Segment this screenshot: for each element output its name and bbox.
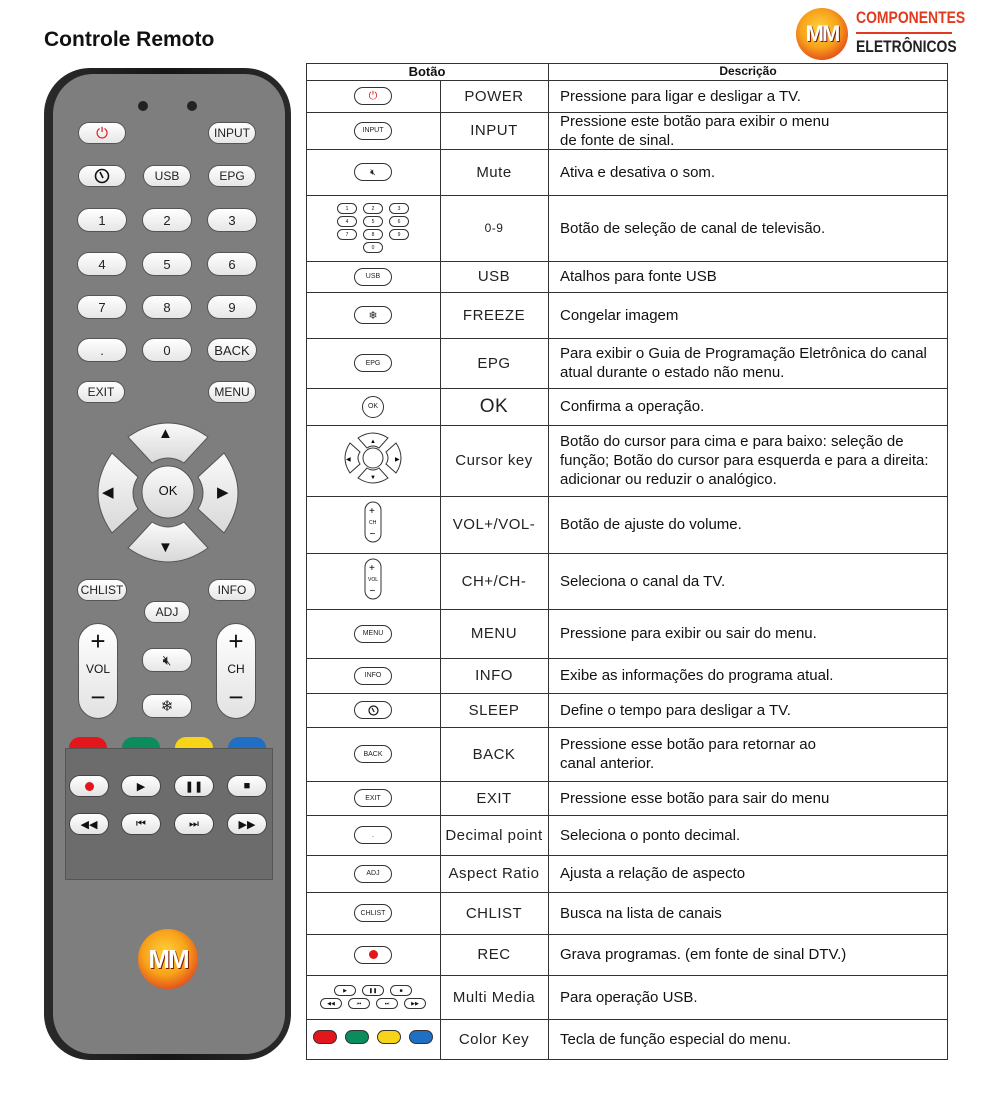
table-row-icon-cell [306, 693, 440, 727]
table-row-icon-cell [306, 553, 440, 609]
table-row-description: Atalhos para fonte USB [560, 268, 717, 285]
table-row-description: Define o tempo para desligar a TV. [560, 701, 791, 719]
remote-logo: MM [138, 929, 198, 989]
table-row-description: Congelar imagem [560, 306, 679, 324]
table-row-name: INFO [475, 667, 513, 684]
remote-digit-5[interactable]: 5 [142, 252, 192, 276]
table-row-description: Exibe as informações do programa atual. [560, 667, 834, 684]
remote-chlist-button[interactable]: CHLIST [77, 579, 127, 601]
epg-icon: EPG [354, 354, 392, 372]
table-row-icon-cell [306, 149, 440, 195]
remote-freeze-button[interactable] [142, 694, 192, 718]
remote-adj-button[interactable]: ADJ [144, 601, 190, 623]
table-row-icon-cell [306, 1019, 440, 1060]
remote-digit-3[interactable]: 3 [207, 208, 257, 232]
right-arrow-icon[interactable]: ▶ [217, 484, 229, 501]
color-keys-icon [309, 1030, 437, 1049]
ok-icon: OK [362, 396, 384, 418]
table-row-name: VOL+/VOL- [452, 516, 536, 533]
remote-ch-rocker[interactable] [216, 623, 256, 719]
remote-digit-1[interactable]: 1 [77, 208, 127, 232]
remote-vol-rocker[interactable] [78, 623, 118, 719]
table-row-description: Ativa e desativa o som. [560, 163, 716, 181]
svg-text:◀: ◀ [346, 457, 351, 463]
table-row-description: Para exibir o Guia de Programação Eletrônica do canal atual durante o estado não menu. [560, 345, 927, 381]
stop-icon: ■ [243, 780, 251, 792]
ch-minus[interactable]: − [228, 682, 244, 712]
header-description: Descrição [719, 64, 777, 78]
down-arrow-icon[interactable]: ▼ [158, 539, 173, 556]
remote-dpad [92, 417, 244, 568]
ir-led [187, 101, 197, 111]
snowflake-icon: ❄ [160, 698, 174, 715]
table-row-icon-cell [306, 195, 440, 261]
remote-play-button[interactable] [121, 775, 161, 797]
table-row-description: Botão de ajuste do volume. [560, 516, 742, 533]
remote-digit-7[interactable]: 7 [77, 295, 127, 319]
svg-text:▶: ▶ [395, 457, 400, 463]
table-row-description: Grava programas. (em fonte de sinal DTV.) [560, 946, 847, 963]
remote-digit-0[interactable]: 0 [142, 338, 192, 362]
table-row-icon-cell [306, 261, 440, 292]
prev-icon: ⏮︎ [136, 817, 146, 830]
table-row-description: Seleciona o ponto decimal. [560, 826, 741, 844]
table-row-description: Pressione para ligar e desligar a TV. [560, 87, 801, 105]
svg-text:+: + [369, 562, 375, 574]
table-row-icon-cell [306, 338, 440, 388]
numpad-icon: 1 2 3 4 5 6 7 8 9 0 [334, 202, 412, 254]
remote-rec-button[interactable] [69, 775, 109, 797]
remote-menu-button[interactable]: MENU [208, 381, 256, 403]
table-row-description: Pressione esse botão para retornar ao canal anterior. [560, 736, 816, 772]
remote-mute-button[interactable] [142, 648, 192, 672]
table-row-name: Cursor key [455, 452, 533, 469]
ch-rocker-icon [364, 558, 382, 605]
remote-exit-button[interactable]: EXIT [77, 381, 125, 403]
svg-text:▲: ▲ [370, 439, 376, 445]
table-row-description: Ajusta a relação de aspecto [560, 865, 746, 882]
table-row-icon-cell [306, 496, 440, 553]
table-row-name: POWER [464, 87, 524, 105]
svg-text:+: + [369, 506, 375, 517]
table-row-icon-cell [306, 855, 440, 892]
remote-pause-button[interactable] [174, 775, 214, 797]
left-arrow-icon[interactable]: ◀ [102, 484, 114, 501]
table-row-icon-cell [306, 892, 440, 934]
dpad-icon [342, 428, 404, 493]
exit-icon: EXIT [354, 789, 392, 807]
svg-text:▼: ▼ [370, 475, 376, 481]
input-icon: INPUT [354, 122, 392, 140]
table-row-icon-cell [306, 292, 440, 338]
table-border-right [947, 63, 948, 1060]
table-row-name: EXIT [476, 789, 512, 807]
remote-dot-button[interactable]: . [77, 338, 127, 362]
remote-next-button[interactable] [174, 813, 214, 835]
usb-icon: USB [354, 268, 392, 286]
table-row-description: Pressione para exibir ou sair do menu. [560, 625, 817, 642]
header-button: Botão [408, 64, 446, 79]
record-icon [354, 946, 392, 964]
table-row-icon-cell [306, 80, 440, 112]
table-row-description: Botão de seleção de canal de televisão. [560, 219, 826, 237]
remote-back-button[interactable]: BACK [207, 338, 257, 362]
table-row-description: Busca na lista de canais [560, 904, 722, 922]
table-row-name: USB [477, 268, 511, 285]
remote-digit-6[interactable]: 6 [207, 252, 257, 276]
table-row-name: CH+/CH- [461, 572, 527, 590]
sleep-icon [94, 168, 110, 184]
remote-info-button[interactable]: INFO [208, 579, 256, 601]
info-icon: INFO [354, 667, 392, 685]
table-row-name: Mute [476, 163, 512, 181]
remote-sleep-button[interactable] [78, 165, 126, 187]
pause-icon: ❚❚ [184, 780, 204, 793]
table-row-name: MENU [470, 625, 518, 642]
brand-logo [796, 4, 966, 62]
svg-text:−: − [369, 585, 376, 597]
power-icon: ⏻ [354, 87, 392, 105]
table-row-name: REC [477, 946, 511, 963]
mute-icon: 🔇︎ [162, 651, 172, 668]
table-row-description: Para operação USB. [560, 988, 698, 1006]
play-icon: ▶ [136, 780, 146, 793]
next-icon: ⏭︎ [189, 817, 199, 830]
sleep-icon [354, 701, 392, 719]
ir-sensor [138, 101, 148, 111]
remote-input-button[interactable]: INPUT [208, 122, 256, 144]
table-row-name: SLEEP [468, 701, 520, 719]
table-row-name: Aspect Ratio [448, 865, 540, 882]
table-row-icon-cell [306, 425, 440, 496]
table-row-icon-cell [306, 815, 440, 855]
table-row-description: Tecla de função especial do menu. [560, 1031, 791, 1048]
table-row-icon-cell [306, 781, 440, 815]
table-row-icon-cell [306, 975, 440, 1019]
page-title: Controle Remoto [44, 28, 215, 51]
svg-text:CH: CH [369, 520, 377, 526]
table-row-description: Confirma a operação. [560, 398, 705, 415]
table-row-description: Seleciona o canal da TV. [560, 572, 726, 590]
table-row-description: Pressione este botão para exibir o menu de fonte de sinal. [560, 112, 830, 149]
brand-line2: ELETRÔNICOS [856, 37, 957, 56]
remote-forward-button[interactable] [227, 813, 267, 835]
table-row-name: Decimal point [445, 826, 543, 844]
remote-rewind-button[interactable] [69, 813, 109, 835]
snowflake-icon: ❄ [354, 306, 392, 324]
fast-forward-icon: ▶▶ [238, 818, 256, 831]
back-icon: BACK [354, 745, 392, 763]
svg-text:−: − [369, 529, 376, 540]
remote-digit-9[interactable]: 9 [207, 295, 257, 319]
vol-label: VOL [85, 662, 110, 676]
remote-digit-2[interactable]: 2 [142, 208, 192, 232]
brand-line1: COMPONENTES [856, 8, 966, 27]
table-row-icon-cell [306, 727, 440, 781]
table-row-name: Multi Media [452, 988, 536, 1006]
table-row-icon-cell [306, 609, 440, 658]
vol-plus[interactable]: + [90, 626, 106, 656]
svg-text:VOL: VOL [368, 576, 379, 583]
table-row-icon-cell [306, 934, 440, 975]
table-row-name: Color Key [458, 1031, 530, 1048]
remote-digit-4[interactable]: 4 [77, 252, 127, 276]
ch-label: CH [227, 662, 245, 676]
vol-minus[interactable]: − [90, 682, 106, 712]
table-row-description: Botão do cursor para cima e para baixo: seleção de função; Botão do cursor para esquerda e para a direita: adicionar ou reduzir o analógico. [560, 433, 929, 488]
ch-plus[interactable]: + [228, 626, 244, 656]
table-row-name: CHLIST [465, 904, 523, 922]
brand-rule [856, 32, 952, 34]
chlist-icon: CHLIST [354, 904, 392, 922]
record-icon [85, 782, 94, 791]
table-row-name: EPG [477, 354, 511, 372]
button-table [306, 63, 948, 1060]
table-row-icon-cell [306, 658, 440, 693]
mute-icon: 🔇︎ [354, 163, 392, 181]
media-icons: ▶ ❚❚ ■ ◀◀ ⏮︎ ⏭︎ ▶▶ [317, 984, 429, 1010]
remote-ok-button[interactable]: OK [158, 483, 178, 498]
remote-prev-button[interactable] [121, 813, 161, 835]
adj-icon: ADJ [354, 865, 392, 883]
table-row-icon-cell [306, 112, 440, 149]
menu-icon: MENU [354, 625, 392, 643]
remote-stop-button[interactable] [227, 775, 267, 797]
remote-power-button[interactable]: ⏻ [78, 122, 126, 144]
table-row-description: Pressione esse botão para sair do menu [560, 789, 830, 807]
remote-usb-button[interactable]: USB [143, 165, 191, 187]
remote-epg-button[interactable]: EPG [208, 165, 256, 187]
remote-digit-8[interactable]: 8 [142, 295, 192, 319]
brand-badge: MM [796, 8, 848, 60]
table-row-name: 0-9 [484, 221, 504, 235]
-icon: . [354, 826, 392, 844]
up-arrow-icon[interactable]: ▲ [158, 425, 173, 442]
table-row-name: INPUT [470, 122, 518, 139]
vol-rocker-icon [364, 501, 382, 548]
rewind-icon: ◀◀ [80, 818, 98, 831]
table-row-name: BACK [472, 745, 516, 763]
table-row-icon-cell [306, 388, 440, 425]
table-row-name: FREEZE [462, 306, 526, 324]
table-row-name: OK [479, 395, 509, 417]
